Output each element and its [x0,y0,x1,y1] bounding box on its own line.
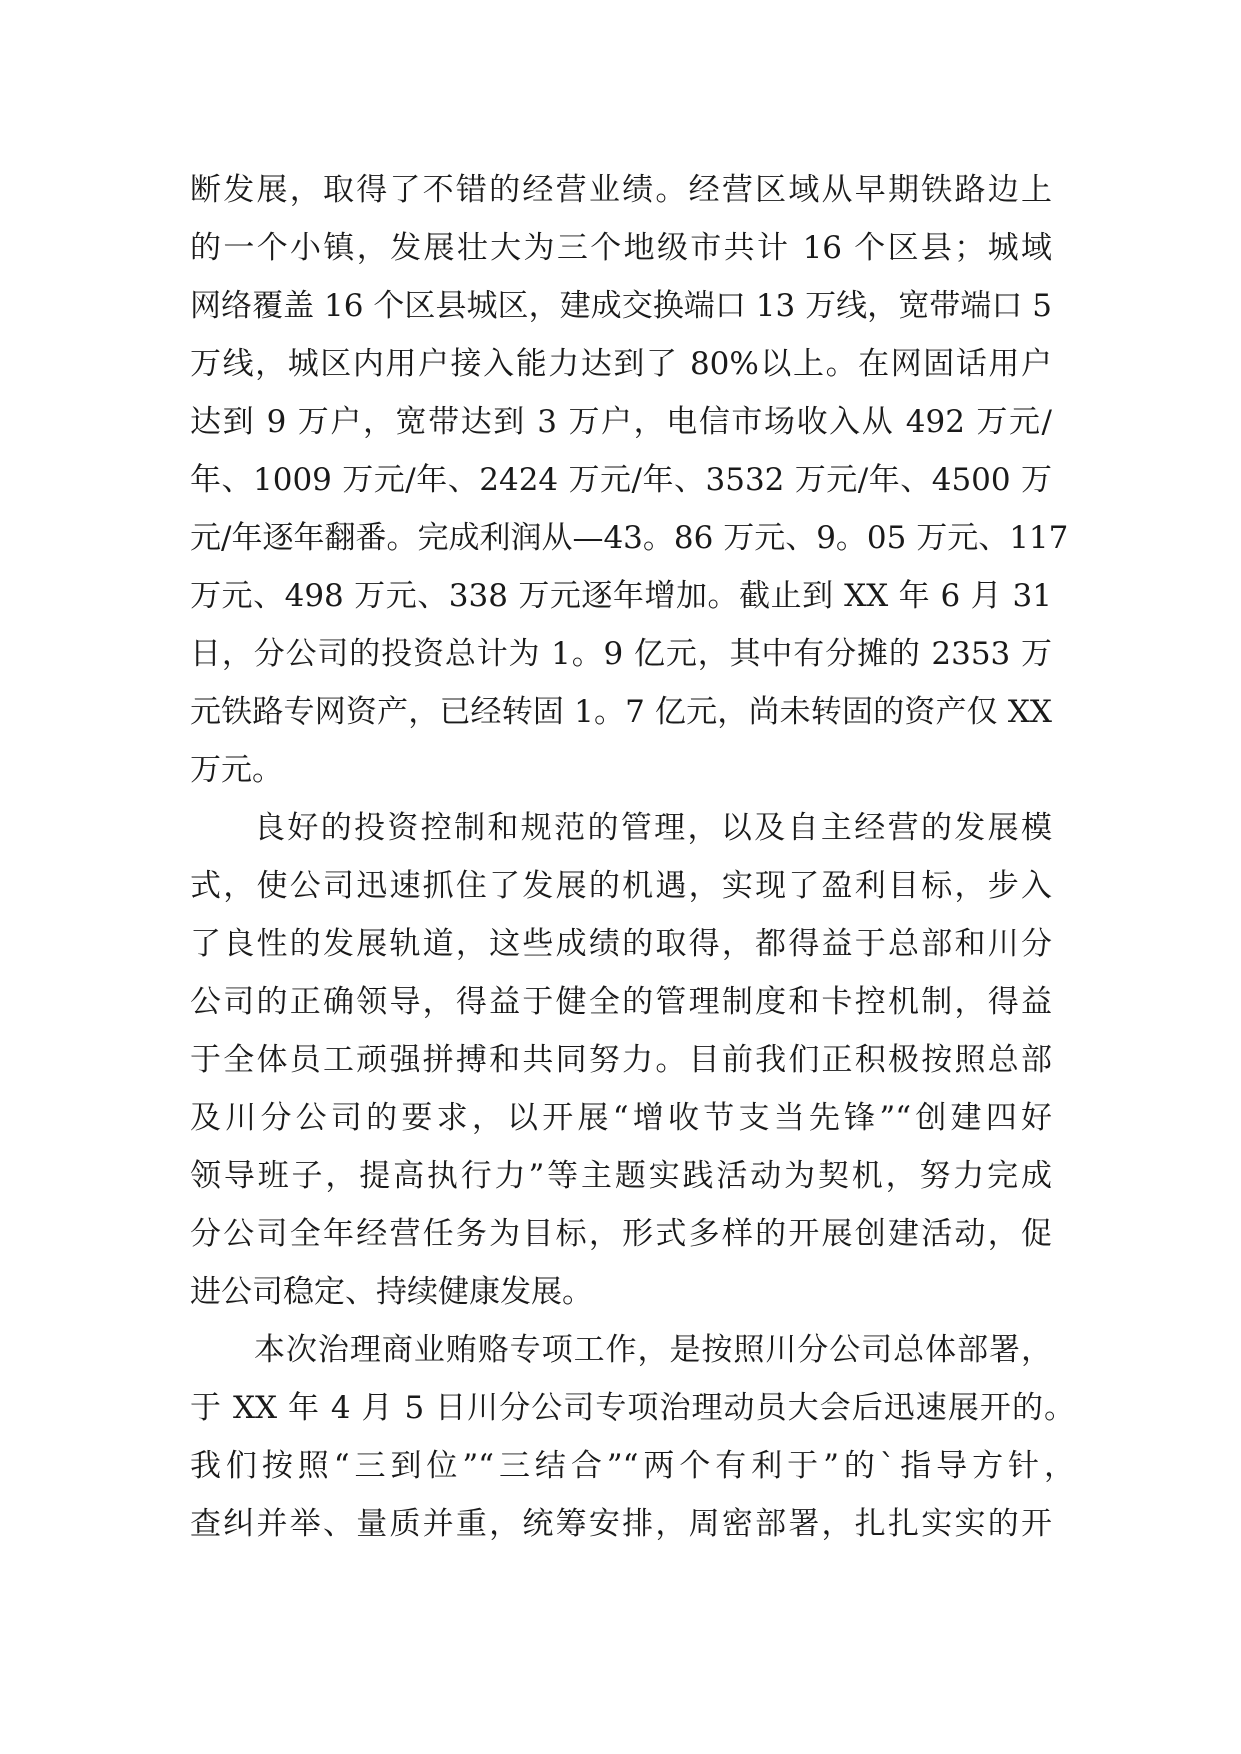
text-line: 式，使公司迅速抓住了发展的机遇，实现了盈利目标，步入 [190,868,1052,904]
body-text [190,161,1075,1553]
text-line: 于 XX 年 4 月 5 日川分公司专项治理动员大会后迅速展开的。 [190,1390,1075,1426]
text-line: 万元。 [190,752,283,788]
text-line: 我们按照“三到位”“三结合”“两个有利于”的`指导方针， [190,1448,1075,1484]
text-line: 断发展，取得了不错的经营业绩。经营区域从早期铁路边上 [190,172,1052,208]
text-line: 网络覆盖 16 个区县城区，建成交换端口 13 万线，宽带端口 5 [190,288,1052,324]
text-line: 领导班子，提高执行力”等主题实践活动为契机，努力完成 [190,1158,1052,1194]
text-line: 本次治理商业贿赂专项工作，是按照川分公司总体部署， [254,1332,1052,1368]
text-line: 良好的投资控制和规范的管理，以及自主经营的发展模 [254,810,1052,846]
text-line: 及川分公司的要求，以开展“增收节支当先锋”“创建四好 [190,1100,1052,1136]
text-line: 日，分公司的投资总计为 1。9 亿元，其中有分摊的 2353 万 [190,636,1052,672]
text-line: 年、1009 万元/年、2424 万元/年、3532 万元/年、4500 万 [190,462,1052,498]
text-line: 了良性的发展轨道，这些成绩的取得，都得益于总部和川分 [190,926,1052,962]
text-line: 元/年逐年翻番。完成利润从—43。86 万元、9。05 万元、117 [190,520,1069,556]
text-line: 公司的正确领导，得益于健全的管理制度和卡控机制，得益 [190,984,1052,1020]
paragraph-2 [190,799,1052,1321]
text-line: 分公司全年经营任务为目标，形式多样的开展创建活动，促 [190,1216,1052,1252]
paragraph-3 [190,1321,1075,1553]
paragraph-1 [190,161,1069,799]
text-line: 于全体员工顽强拼搏和共同努力。目前我们正积极按照总部 [190,1042,1052,1078]
text-line: 进公司稳定、持续健康发展。 [190,1274,593,1310]
text-line: 万元、498 万元、338 万元逐年增加。截止到 XX 年 6 月 31 [190,578,1052,614]
text-line: 元铁路专网资产，已经转固 1。7 亿元，尚未转固的资产仅 XX [190,694,1052,730]
text-line: 万线，城区内用户接入能力达到了 80%以上。在网固话用户 [190,346,1052,382]
text-line: 达到 9 万户，宽带达到 3 万户，电信市场收入从 492 万元/ [190,404,1052,440]
text-line: 的一个小镇，发展壮大为三个地级市共计 16 个区县；城域 [190,230,1052,266]
text-line: 查纠并举、量质并重，统筹安排，周密部署，扎扎实实的开 [190,1506,1052,1542]
